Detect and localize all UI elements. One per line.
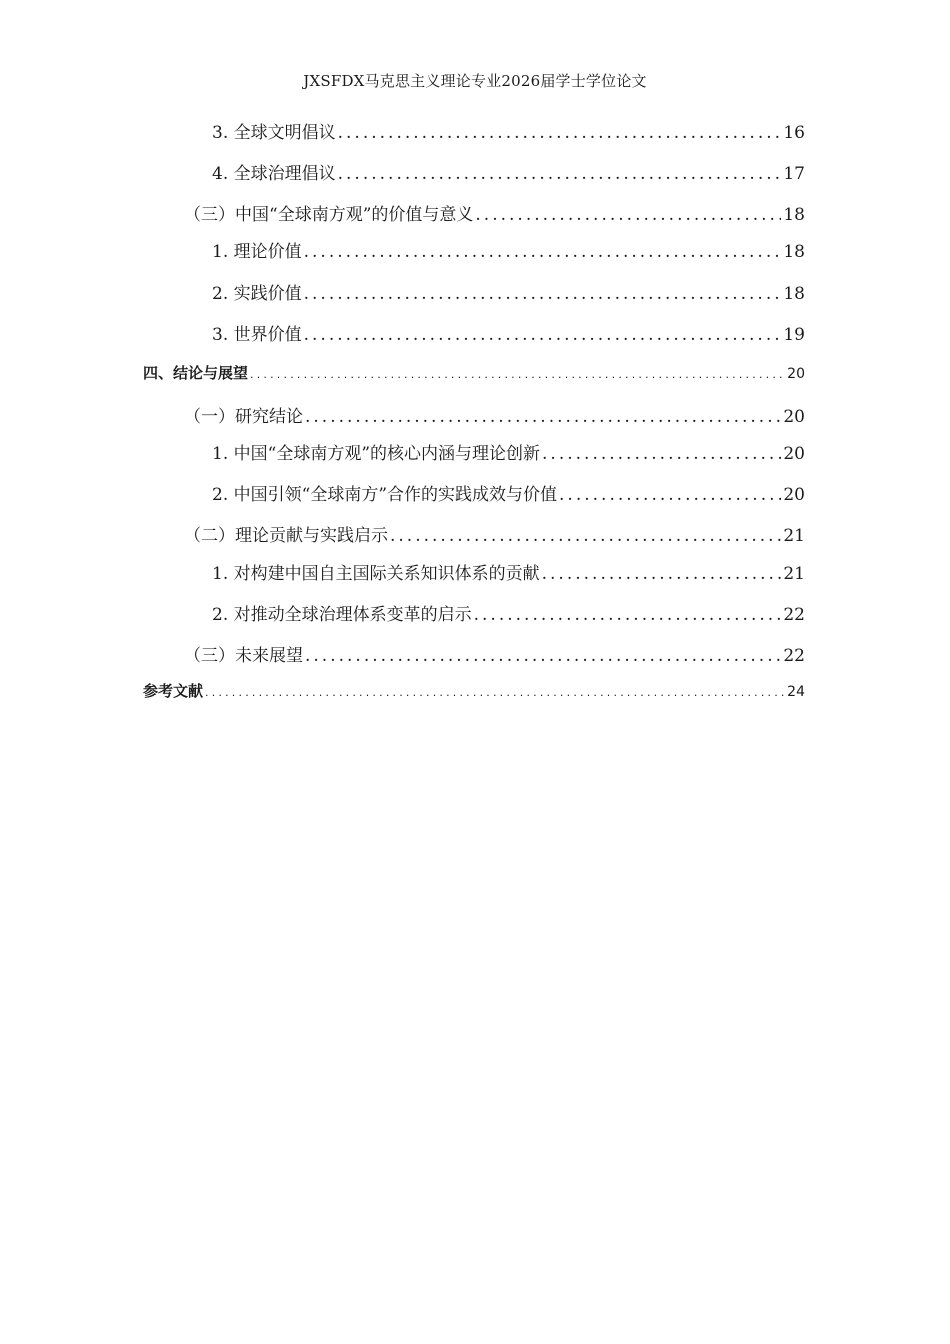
dot-leader <box>542 444 781 464</box>
toc-entry-page: 22 <box>783 605 805 625</box>
toc-entry-label: （一）研究结论 <box>184 407 303 427</box>
dot-leader <box>250 368 785 381</box>
toc-entry-label: 2. 中国引领“全球南方”合作的实践成效与价值 <box>212 485 558 505</box>
toc-entry-page: 18 <box>783 242 805 262</box>
toc-entry-page: 24 <box>787 684 805 700</box>
toc-entry-page: 17 <box>783 164 805 184</box>
toc-entry-page: 20 <box>787 366 805 382</box>
toc-entry[interactable] <box>212 559 805 584</box>
toc-entry[interactable] <box>212 600 805 625</box>
toc-entry-label: 参考文献 <box>143 682 204 700</box>
toc-entry-label: 4. 全球治理倡议 <box>212 164 336 184</box>
toc-entry-page: 20 <box>783 485 805 505</box>
toc-entry[interactable] <box>184 641 805 666</box>
toc-entry-label: 四、结论与展望 <box>143 364 249 382</box>
toc-entry-label: 1. 理论价值 <box>212 242 302 262</box>
dot-leader <box>559 485 781 505</box>
toc-entry-page: 21 <box>783 564 805 584</box>
toc-entry-page: 18 <box>783 205 805 225</box>
toc-entry[interactable] <box>143 680 805 701</box>
toc-entry[interactable] <box>184 521 805 546</box>
toc-entry[interactable] <box>212 118 805 143</box>
header-rule <box>140 96 810 97</box>
dot-leader <box>542 564 782 584</box>
toc-entry-label: 1. 中国“全球南方观”的核心内涵与理论创新 <box>212 444 541 464</box>
toc-entry-label: 1. 对构建中国自主国际关系知识体系的贡献 <box>212 564 540 584</box>
toc-entry-label: 2. 实践价值 <box>212 284 302 304</box>
toc-entry[interactable] <box>212 237 805 262</box>
toc-entry-label: （二）理论贡献与实践启示 <box>184 526 388 546</box>
toc-entry[interactable] <box>212 480 805 505</box>
toc-entry[interactable] <box>212 320 805 345</box>
dot-leader <box>474 605 782 625</box>
dot-leader <box>390 526 781 546</box>
toc-entry-page: 20 <box>783 407 805 427</box>
toc-entry[interactable] <box>184 402 805 427</box>
toc-entry-label: 3. 全球文明倡议 <box>212 123 336 143</box>
toc-entry-page: 20 <box>783 444 805 464</box>
dot-leader <box>205 686 785 699</box>
dot-leader <box>305 646 781 666</box>
dot-leader <box>304 325 782 345</box>
toc-entry[interactable] <box>184 200 805 225</box>
toc-entry-page: 16 <box>783 123 805 143</box>
toc-entry-label: 2. 对推动全球治理体系变革的启示 <box>212 605 472 625</box>
toc-entry[interactable] <box>143 362 805 383</box>
dot-leader <box>338 123 782 143</box>
dot-leader <box>304 284 782 304</box>
toc-entry-page: 18 <box>783 284 805 304</box>
toc-entry[interactable] <box>212 279 805 304</box>
toc-entry-label: （三）中国“全球南方观”的价值与意义 <box>184 205 474 225</box>
toc-entry[interactable] <box>212 159 805 184</box>
dot-leader <box>338 164 782 184</box>
toc-entry-label: 3. 世界价值 <box>212 325 302 345</box>
page-header: JXSFDX马克思主义理论专业2026届学士学位论文 <box>303 72 647 90</box>
dot-leader <box>305 407 781 427</box>
toc-entry-page: 22 <box>783 646 805 666</box>
toc-entry-page: 21 <box>783 526 805 546</box>
toc-entry-label: （三）未来展望 <box>184 646 303 666</box>
dot-leader <box>475 205 781 225</box>
dot-leader <box>304 242 782 262</box>
toc-entry-page: 19 <box>783 325 805 345</box>
toc-entry[interactable] <box>212 439 805 464</box>
